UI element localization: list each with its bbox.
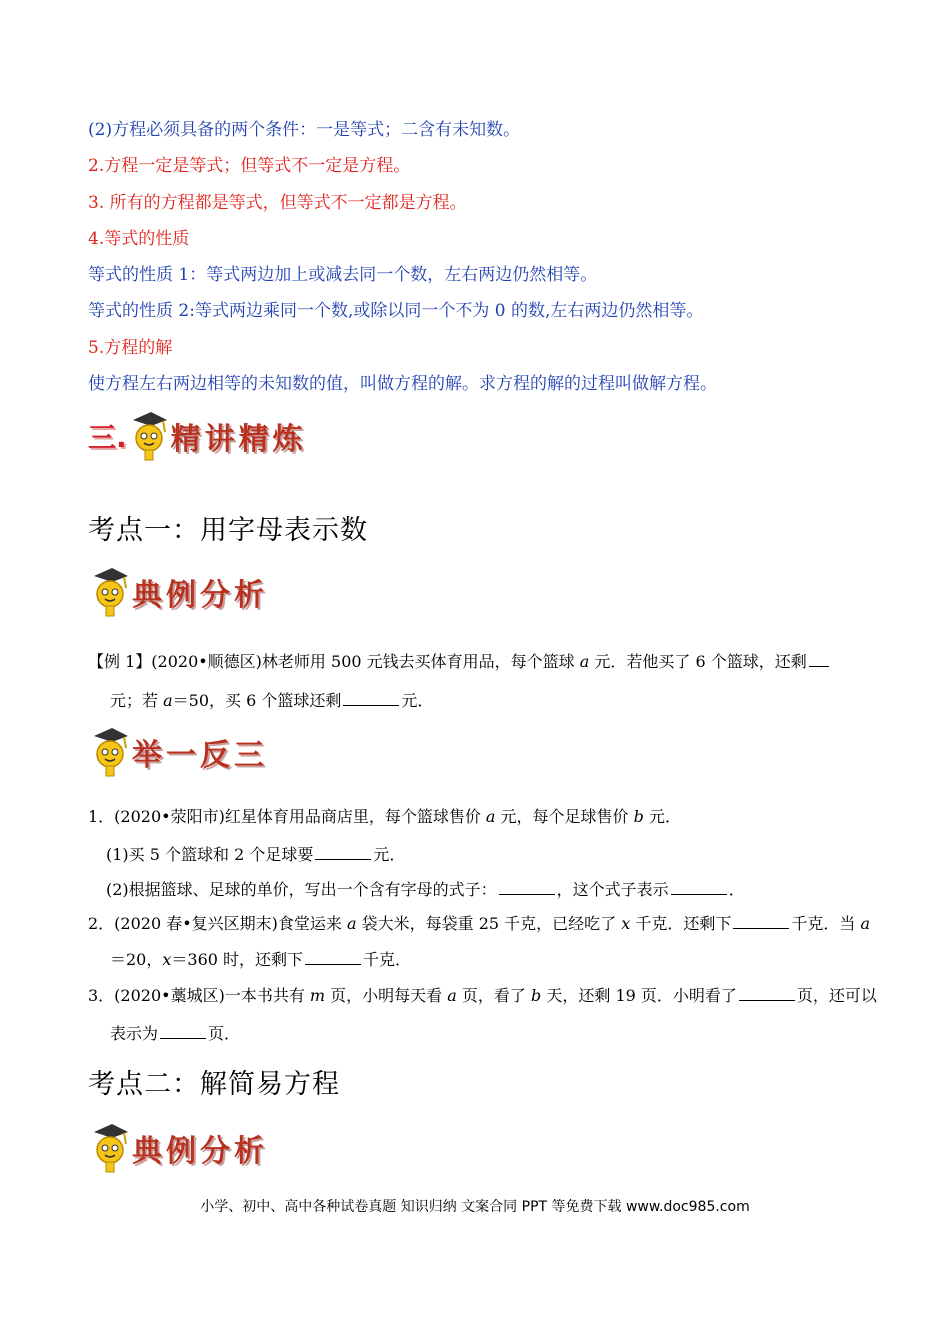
- text: 元；若: [110, 691, 164, 710]
- text: 千克．: [363, 950, 412, 969]
- topic-2-heading: 考点二：解简易方程: [88, 1069, 340, 1100]
- variable: a: [860, 914, 871, 933]
- example-banner-2: [88, 1120, 268, 1176]
- banner-title-text: 典例分析: [132, 1134, 268, 1169]
- text: 袋大米，每袋重 25 千克，已经吃了: [356, 914, 622, 933]
- page-footer: 小学、初中、高中各种试卷真题 知识归纳 文案合同 PPT 等免费下载 www.doc985.com: [200, 1199, 750, 1215]
- text: 千克．还剩下: [630, 914, 732, 933]
- banner-title: [132, 570, 268, 614]
- banner-title: [132, 730, 268, 774]
- text: 天，还剩 19 页．小明看了: [541, 986, 737, 1005]
- banner-title: [132, 1126, 268, 1170]
- text: 元．若他买了 6 个篮球，还剩: [589, 652, 807, 671]
- concept-line-6: 等式的性质 2:等式两边乘同一个数,或除以同一个不为 0 的数,左右两边仍然相等。: [88, 301, 704, 321]
- text: 元．: [643, 807, 681, 826]
- text: 千克．当: [791, 914, 861, 933]
- answer-blank[interactable]: [809, 650, 829, 667]
- text: 页，看了: [456, 986, 532, 1005]
- text: ＝360 时，还剩下: [171, 950, 304, 969]
- practice-banner: [88, 724, 268, 780]
- example-1-line-1: [88, 650, 831, 673]
- answer-blank[interactable]: [739, 984, 795, 1001]
- concept-line-7: 5.方程的解: [88, 338, 173, 358]
- banner-title-text: 举一反三: [132, 738, 268, 773]
- text: 1．(2020•荥阳市)红星体育用品商店里，每个篮球售价: [88, 807, 486, 826]
- concept-line-4: 4.等式的性质: [88, 229, 190, 249]
- variable: x: [162, 950, 172, 969]
- text: 页．: [208, 1024, 241, 1043]
- variable: a: [485, 807, 496, 826]
- practice-q2-line-1: [88, 912, 870, 935]
- concept-line-8: 使方程左右两边相等的未知数的值，叫做方程的解。求方程的解的过程叫做解方程。: [88, 374, 717, 394]
- example-label: 【例 1】: [88, 652, 152, 671]
- answer-blank[interactable]: [305, 948, 361, 965]
- variable: a: [347, 914, 357, 933]
- text: ＝50，买 6 个篮球还剩: [172, 691, 342, 710]
- answer-blank[interactable]: [343, 689, 399, 706]
- mascot-icon: [127, 410, 171, 462]
- topic-1-heading: 考点一：用字母表示数: [88, 515, 368, 546]
- text: 页，还可以: [796, 986, 877, 1005]
- text: 页，小明每天看: [325, 986, 448, 1005]
- banner-title: 精讲精炼: [170, 422, 307, 457]
- variable: b: [531, 986, 542, 1005]
- section-banner-jingjiang: [88, 408, 307, 464]
- mascot-icon: [88, 566, 132, 618]
- text: 2．(2020 春•复兴区期末)食堂运来: [88, 914, 347, 933]
- variable: b: [633, 807, 644, 826]
- text: 元．: [401, 691, 434, 710]
- variable: a: [163, 691, 173, 710]
- text: ＝20，: [110, 950, 163, 969]
- mascot-icon: [88, 1122, 132, 1174]
- example-1-line-2: [110, 689, 433, 712]
- text: ．: [728, 880, 745, 899]
- text: 元．: [373, 845, 406, 864]
- answer-blank[interactable]: [315, 843, 371, 860]
- concept-line-2: 2.方程一定是等式；但等式不一定是方程。: [88, 156, 411, 176]
- text: ，这个式子表示: [556, 880, 669, 899]
- practice-q3-line-1: [88, 984, 877, 1007]
- answer-blank[interactable]: [671, 878, 727, 895]
- concept-line-1: (2)方程必须具备的两个条件：一是等式；二含有未知数。: [88, 120, 521, 140]
- text: (2)根据篮球、足球的单价，写出一个含有字母的式子：: [106, 880, 497, 899]
- variable: x: [621, 914, 631, 933]
- variable: m: [309, 986, 326, 1005]
- concept-line-5: 等式的性质 1：等式两边加上或减去同一个数，左右两边仍然相等。: [88, 265, 598, 285]
- variable: a: [447, 986, 457, 1005]
- example-banner: [88, 564, 268, 620]
- practice-q3-line-2: [110, 1022, 240, 1045]
- concept-line-3: 3. 所有的方程都是等式，但等式不一定都是方程。: [88, 193, 467, 213]
- text: 3．(2020•藁城区)一本书共有: [88, 986, 310, 1005]
- answer-blank[interactable]: [160, 1022, 206, 1039]
- practice-q2-line-2: [110, 948, 411, 971]
- mascot-icon: [88, 726, 132, 778]
- practice-q1: [88, 806, 681, 828]
- section-number: 三.: [88, 421, 127, 454]
- answer-blank[interactable]: [733, 912, 789, 929]
- text: 表示为: [110, 1024, 159, 1043]
- text: 元，每个足球售价: [495, 807, 634, 826]
- text: (2020•顺德区)林老师用 500 元钱去买体育用品，每个篮球: [151, 652, 580, 671]
- practice-q1-sub1: [106, 843, 405, 866]
- answer-blank[interactable]: [499, 878, 555, 895]
- practice-q1-sub2: [106, 878, 745, 901]
- variable: a: [579, 652, 590, 671]
- banner-title-text: 典例分析: [132, 578, 268, 613]
- text: (1)买 5 个篮球和 2 个足球要: [106, 845, 314, 864]
